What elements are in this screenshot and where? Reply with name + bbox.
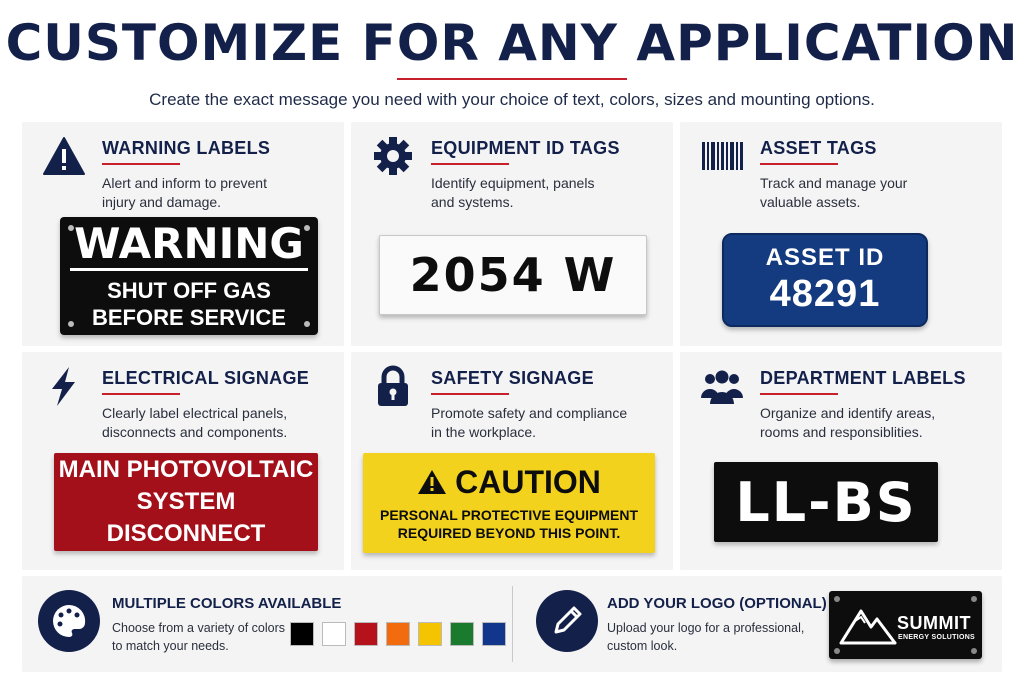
warning-sign [60,217,318,335]
pencil-icon [536,590,598,652]
card-title: WARNING LABELS [102,138,271,158]
color-swatch[interactable] [322,622,346,646]
colors-description: Choose from a variety of colors to match your needs. [112,621,285,653]
card-warning-labels [22,122,344,346]
title-underline [431,393,509,395]
sign-line: SYSTEM DISCONNECT [106,488,266,547]
card-title: DEPARTMENT LABELS [760,368,966,388]
caution-sign [363,453,655,553]
card-department-labels [680,352,1002,570]
department-label [714,462,938,542]
color-swatch[interactable] [482,622,506,646]
gear-icon [371,134,415,178]
logo-name: SUMMIT [897,613,971,633]
sign-line: PERSONAL PROTECTIVE EQUIPMENT [380,507,638,523]
sign-line: SHUT OFF GAS [107,277,271,303]
colors-title: MULTIPLE COLORS AVAILABLE [112,595,342,612]
logo-sample-plate [829,591,982,659]
lightning-bolt-icon [42,364,86,408]
palette-icon [38,590,100,652]
title-underline [760,393,838,395]
palette-badge [38,590,100,652]
label-text: LL-BS [735,470,917,534]
color-swatch[interactable] [354,622,378,646]
card-equipment-id-tags [351,122,673,346]
card-title: ELECTRICAL SIGNAGE [102,368,310,388]
equipment-id-tag [379,235,647,315]
color-swatch[interactable] [386,622,410,646]
title-underline [431,163,509,165]
page-title: CUSTOMIZE FOR ANY APPLICATION [5,14,1019,72]
card-description: Clearly label electrical panels, disconnects and components. [102,405,288,440]
logo-subtitle: ENERGY SOLUTIONS [898,634,976,641]
card-title: ASSET TAGS [760,138,877,158]
title-underline [397,78,627,80]
sign-line: BEFORE SERVICE [92,304,286,330]
card-title: SAFETY SIGNAGE [431,368,594,388]
card-electrical-signage [22,352,344,570]
warning-triangle-icon [42,134,86,178]
color-swatch[interactable] [418,622,442,646]
card-description: Track and manage your valuable assets. [760,175,908,210]
warning-triangle-icon [417,468,447,496]
page-subtitle: Create the exact message you need with your choice of text, colors, sizes and mounting options. [149,90,875,109]
color-swatch[interactable] [290,622,314,646]
footer-divider [512,586,513,662]
asset-tag [722,233,928,327]
card-safety-signage [351,352,673,570]
card-description: Organize and identify areas, rooms and responsiblities. [760,405,936,440]
sign-headline: CAUTION [455,464,601,500]
card-description: Alert and inform to prevent injury and damage. [102,175,267,210]
logo-title: ADD YOUR LOGO (OPTIONAL) [607,595,827,612]
title-underline [102,163,180,165]
pencil-badge [536,590,598,652]
logo-description: Upload your logo for a professional, custom look. [607,621,805,653]
title-underline [102,393,180,395]
tag-label: ASSET ID [765,244,885,271]
card-description: Identify equipment, panels and systems. [431,175,595,210]
sign-line: MAIN PHOTOVOLTAIC [58,456,314,483]
card-description: Promote safety and compliance in the workplace. [431,405,628,440]
color-swatch[interactable] [450,622,474,646]
tag-text: 2054 W [409,248,617,302]
electrical-sign [54,453,318,551]
sign-headline: WARNING [70,222,308,271]
sign-line: REQUIRED BEYOND THIS POINT. [397,525,621,541]
people-group-icon [700,364,744,408]
barcode-icon [700,134,744,178]
padlock-icon [371,364,415,408]
card-title: EQUIPMENT ID TAGS [431,138,620,158]
card-asset-tags [680,122,1002,346]
mountain-logo-icon [839,605,897,645]
tag-number: 48291 [769,273,881,315]
title-underline [760,163,838,165]
